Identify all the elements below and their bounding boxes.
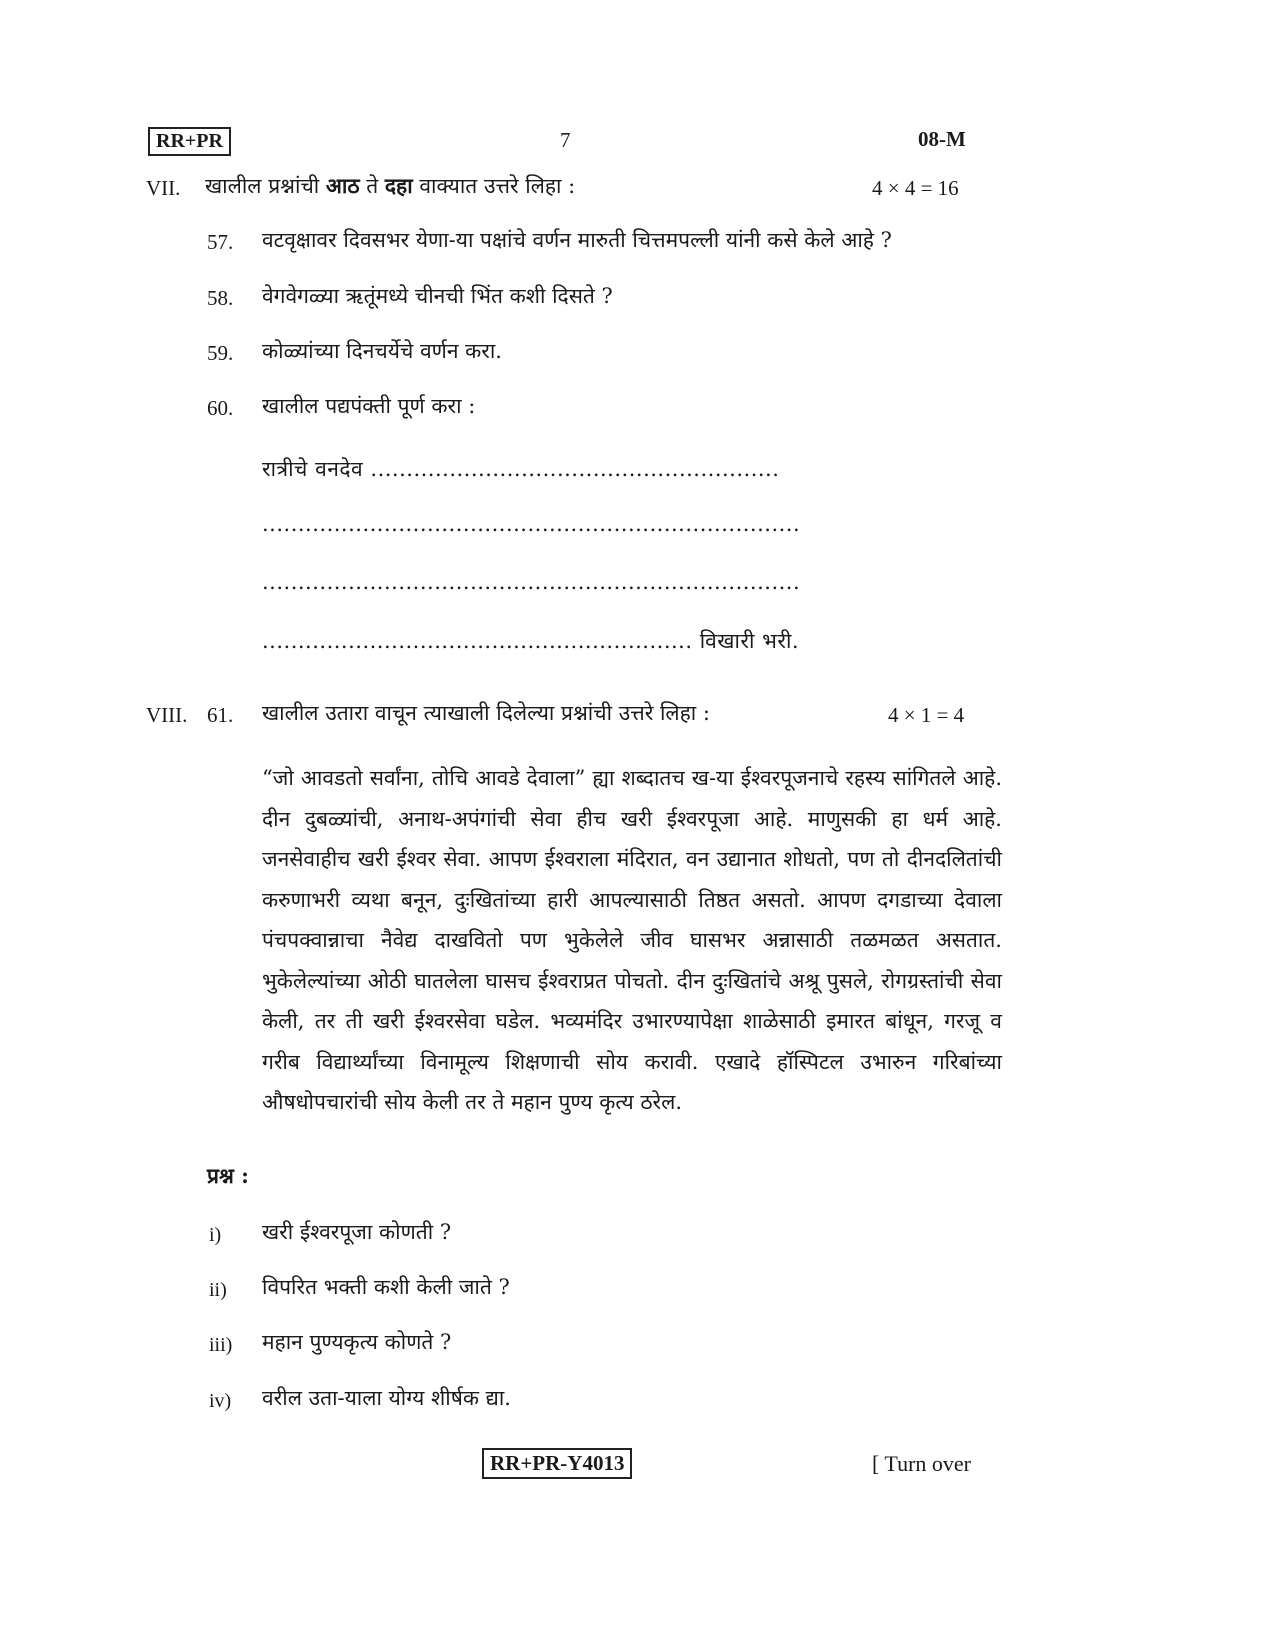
question-number: 61. (207, 703, 234, 727)
poem-line: ........................................................................... (262, 570, 801, 594)
sub-question-text: वरील उता-याला योग्य शीर्षक द्या. (262, 1386, 511, 1410)
sub-question-text: खरी ईश्वरपूजा कोणती ? (262, 1220, 452, 1244)
question-number: 59. (207, 341, 234, 365)
poem-line: ............................................................ विखारी भरी. (262, 629, 800, 653)
sub-question-number: i) (209, 1224, 222, 1246)
poem-line: ........................................................................... (262, 512, 801, 536)
passage-text: “जो आवडतो सर्वांना, तोचि आवडे देवाला” ह्या शब्दातच ख-या ईश्वरपूजनाचे रहस्य सांगितले आहे. दीन दुबळ्यांची, अनाथ-अपंगांची सेवा हीच खरी ईश्वरपूजा आहे. माणुसकी हा धर्म आहे. जनसेवाहीच खरी ईश्वर सेवा. आपण ईश्वराला मंदिरात, वन उद्यानात शोधतो, पण तो दीनदलितांची करुणाभरी व्यथा बनून, दुःखितांच्या हारी आपल्यासाठी तिष्ठत असतो. आपण दगडाच्या देवाला पंचपक्वान्नाचा नैवेद्य दाखवितो पण भुकेलेले जीव घासभर अन्नासाठी तळमळत असतात. भुकेलेल्यांच्या ओठी घातलेला घासच ईश्वराप्रत पोचतो. दीन दुःखितांचे अश्रू पुसले, रोगग्रस्तांची सेवा केली, तर ती खरी ईश्वरसेवा घडेल. भव्यमंदिर उभारण्यापेक्षा शाळेसाठी इमारत बांधून, गरजू व गरीब विद्यार्थ्यांच्या विनामूल्य शिक्षणाची सोय करावी. एखादे हॉस्पिटल उभारुन गरिबांच्या औषधोपचारांची सोय केली तर ते महान पुण्य कृत्य ठरेल. (262, 766, 1002, 1114)
sub-question-text: महान पुण्यकृत्य कोणते ? (262, 1330, 452, 1354)
section-7-instruction: खालील प्रश्नांची आठ ते दहा वाक्यात उत्तरे लिहा : (205, 173, 576, 198)
footer-code-box: RR+PR-Y4013 (482, 1448, 632, 1479)
question-text: कोळ्यांच्या दिनचर्येचे वर्णन करा. (262, 339, 502, 363)
section-8-instruction: खालील उतारा वाचून त्याखाली दिलेल्या प्रश्नांची उत्तरे लिहा : (262, 701, 710, 725)
sub-question-text: विपरित भक्ती कशी केली जाते ? (262, 1275, 510, 1299)
question-number: 57. (207, 230, 234, 254)
section-8-label: VIII. (146, 703, 188, 727)
page-number: 7 (560, 128, 571, 152)
section-7-label: VII. (146, 176, 181, 200)
question-text: वटवृक्षावर दिवसभर येणा-या पक्षांचे वर्णन मारुती चित्तमपल्ली यांनी कसे केले आहे ? (262, 228, 892, 252)
reading-passage (262, 758, 1002, 1123)
question-text: खालील पद्यपंक्ती पूर्ण करा : (262, 394, 476, 418)
poem-line: रात्रीचे वनदेव ......................................................... (262, 457, 780, 481)
question-number: 58. (207, 286, 234, 310)
section-7-marks: 4 × 4 = 16 (872, 176, 959, 200)
paper-code: 08-M (918, 127, 966, 151)
section-8-marks: 4 × 1 = 4 (888, 703, 965, 727)
sub-question-number: ii) (209, 1279, 227, 1301)
question-text: वेगवेगळ्या ऋतूंमध्ये चीनची भिंत कशी दिसते ? (262, 284, 613, 308)
turn-over-note: [ Turn over (872, 1451, 972, 1476)
sub-question-number: iii) (209, 1334, 233, 1356)
header-code-box: RR+PR (148, 127, 231, 156)
sub-question-number: iv) (209, 1390, 232, 1412)
question-number: 60. (207, 396, 234, 420)
questions-heading: प्रश्न : (207, 1163, 249, 1188)
